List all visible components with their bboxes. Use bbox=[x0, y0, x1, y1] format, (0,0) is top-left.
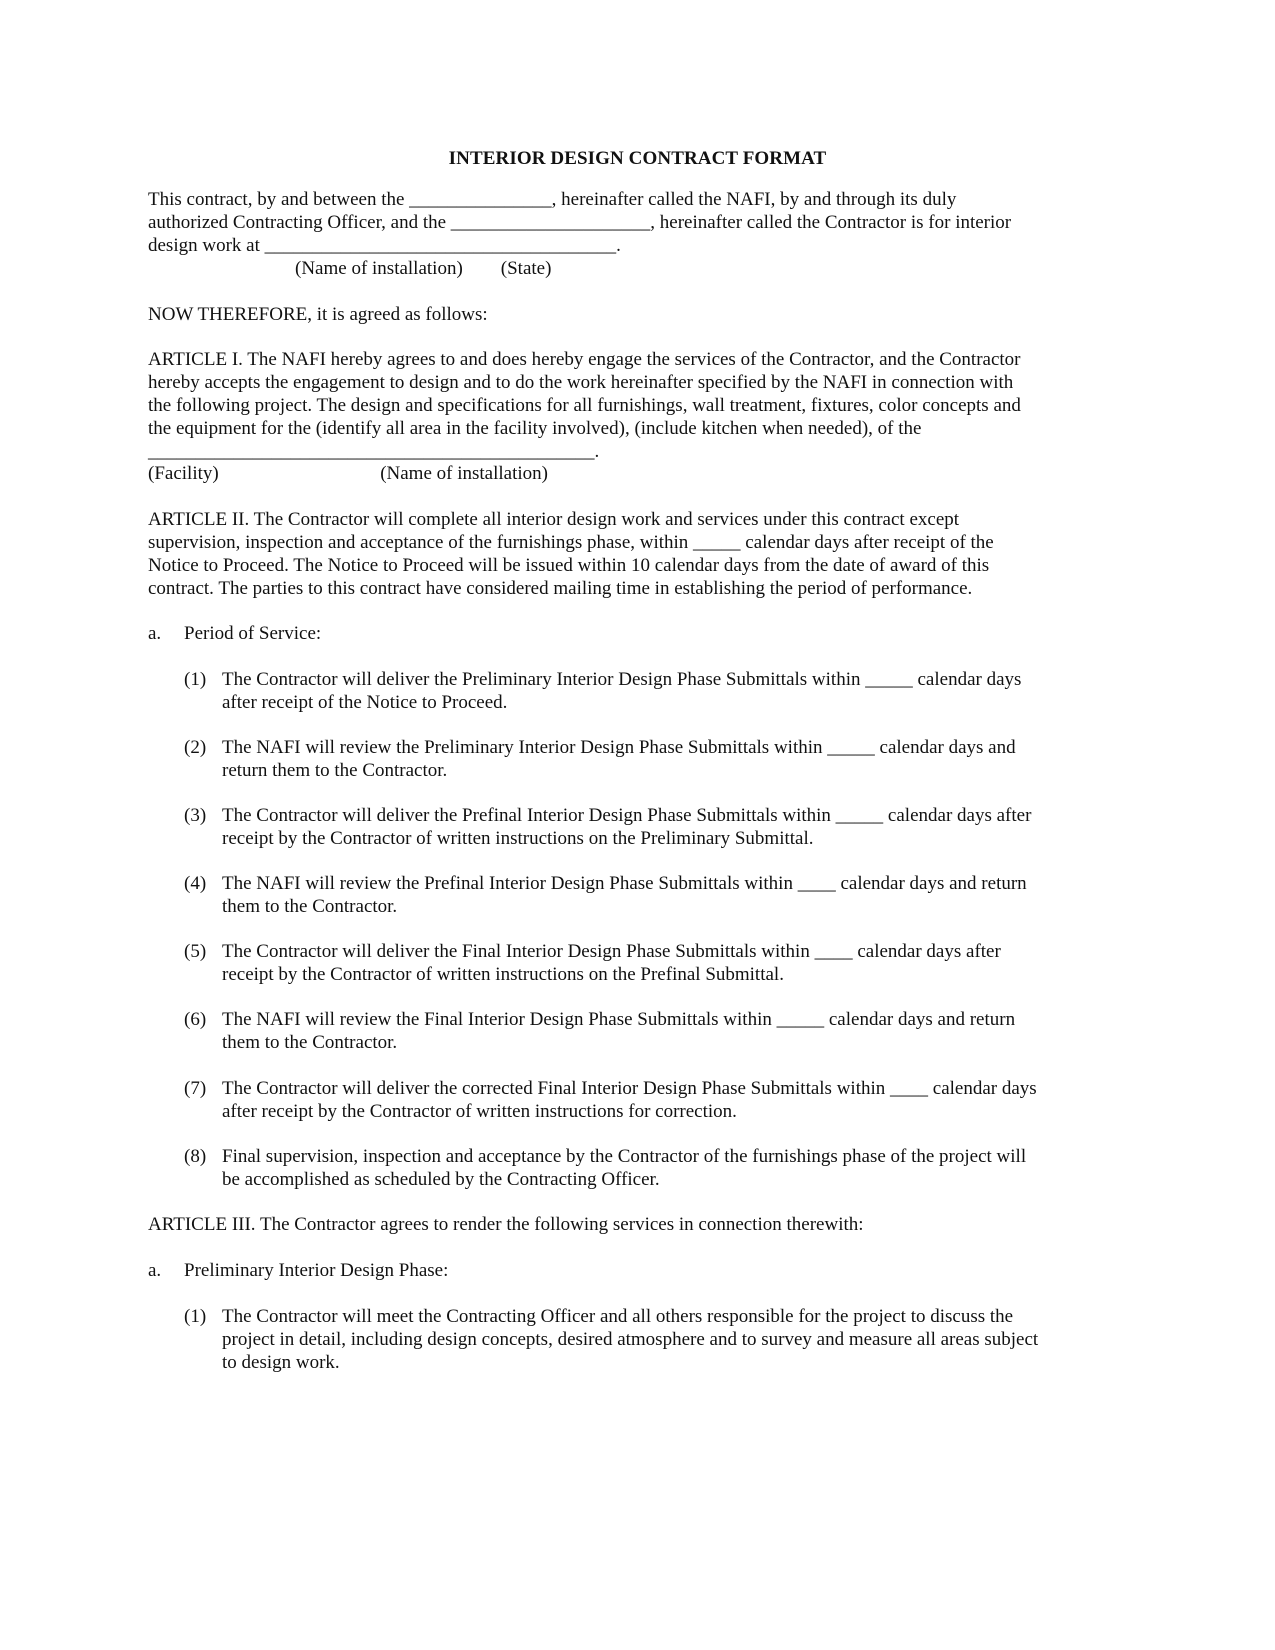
item-5-line-2: receipt by the Contractor of written instructions on the Prefinal Submittal. bbox=[222, 964, 784, 985]
item-5-line-1: The Contractor will deliver the Final Interior Design Phase Submittals within ____ calendar days after bbox=[222, 941, 1001, 962]
article3-item-1-line-1: The Contractor will meet the Contracting Officer and all others responsible for the project to discuss the bbox=[222, 1306, 1014, 1327]
intro-line-2: authorized Contracting Officer, and the _____________________, hereinafter called the Contractor is for interior bbox=[148, 212, 1012, 233]
item-6-line-2: them to the Contractor. bbox=[222, 1032, 398, 1053]
section-a-letter: a. bbox=[148, 623, 162, 644]
article1-caption: (Facility) (Name of installation) bbox=[148, 463, 548, 484]
item-1-line-2: after receipt of the Notice to Proceed. bbox=[222, 692, 508, 713]
item-7-line-2: after receipt by the Contractor of written instructions for correction. bbox=[222, 1101, 737, 1122]
article2-line-3: Notice to Proceed. The Notice to Proceed will be issued within 10 calendar days from the date of award of this bbox=[148, 555, 990, 576]
item-6-number: (6) bbox=[184, 1009, 207, 1030]
article2-line-1: ARTICLE II. The Contractor will complete all interior design work and services under this contract except bbox=[148, 509, 960, 530]
article1-line-4: the equipment for the (identify all area in the facility involved), (include kitchen when needed), of the bbox=[148, 418, 922, 439]
item-3-line-2: receipt by the Contractor of written instructions on the Preliminary Submittal. bbox=[222, 828, 814, 849]
item-1-number: (1) bbox=[184, 669, 207, 690]
item-4-number: (4) bbox=[184, 873, 207, 894]
item-3-number: (3) bbox=[184, 805, 207, 826]
item-2-line-2: return them to the Contractor. bbox=[222, 760, 448, 781]
article1-blank: _______________________________________________. bbox=[148, 441, 600, 462]
article2-line-2: supervision, inspection and acceptance of the furnishings phase, within _____ calendar days after receipt of the bbox=[148, 532, 994, 553]
item-7-line-1: The Contractor will deliver the corrected Final Interior Design Phase Submittals within ____ calendar days bbox=[222, 1078, 1037, 1099]
article3-item-1-line-2: project in detail, including design concepts, desired atmosphere and to survey and measure all areas subject bbox=[222, 1329, 1039, 1350]
article2-line-4: contract. The parties to this contract have considered mailing time in establishing the period of performance. bbox=[148, 578, 973, 599]
article3-heading: ARTICLE III. The Contractor agrees to render the following services in connection therewith: bbox=[148, 1214, 864, 1235]
intro-line-1: This contract, by and between the _______________, hereinafter called the NAFI, by and through its duly bbox=[148, 189, 957, 210]
now-therefore: NOW THEREFORE, it is agreed as follows: bbox=[148, 304, 488, 325]
item-8-line-1: Final supervision, inspection and acceptance by the Contractor of the furnishings phase of the project will bbox=[222, 1146, 1027, 1167]
item-2-line-1: The NAFI will review the Preliminary Interior Design Phase Submittals within _____ calendar days and bbox=[222, 737, 1016, 758]
article1-line-3: the following project. The design and specifications for all furnishings, wall treatment, fixtures, color concepts and bbox=[148, 395, 1021, 416]
intro-line-3: design work at _____________________________________. bbox=[148, 235, 621, 256]
article3-section-a-heading: Preliminary Interior Design Phase: bbox=[184, 1260, 449, 1281]
item-7-number: (7) bbox=[184, 1078, 207, 1099]
item-2-number: (2) bbox=[184, 737, 207, 758]
item-3-line-1: The Contractor will deliver the Prefinal Interior Design Phase Submittals within _____ calendar days after bbox=[222, 805, 1032, 826]
item-8-number: (8) bbox=[184, 1146, 207, 1167]
item-4-line-2: them to the Contractor. bbox=[222, 896, 398, 917]
item-1-line-1: The Contractor will deliver the Preliminary Interior Design Phase Submittals within _____ calendar days bbox=[222, 669, 1022, 690]
article3-item-1-line-3: to design work. bbox=[222, 1352, 340, 1373]
item-5-number: (5) bbox=[184, 941, 207, 962]
item-4-line-1: The NAFI will review the Prefinal Interior Design Phase Submittals within ____ calendar days and return bbox=[222, 873, 1027, 894]
article1-line-1: ARTICLE I. The NAFI hereby agrees to and does hereby engage the services of the Contractor, and the Contractor bbox=[148, 349, 1021, 370]
section-a-heading: Period of Service: bbox=[184, 623, 322, 644]
article3-section-a-letter: a. bbox=[148, 1260, 162, 1281]
item-8-line-2: be accomplished as scheduled by the Contracting Officer. bbox=[222, 1169, 660, 1190]
item-6-line-1: The NAFI will review the Final Interior Design Phase Submittals within _____ calendar days and return bbox=[222, 1009, 1016, 1030]
intro-caption: (Name of installation) (State) bbox=[295, 258, 552, 279]
document-title: INTERIOR DESIGN CONTRACT FORMAT bbox=[448, 148, 827, 169]
article3-item-1-number: (1) bbox=[184, 1306, 207, 1327]
article1-line-2: hereby accepts the engagement to design and to do the work hereinafter specified by the NAFI in connection with bbox=[148, 372, 1014, 393]
